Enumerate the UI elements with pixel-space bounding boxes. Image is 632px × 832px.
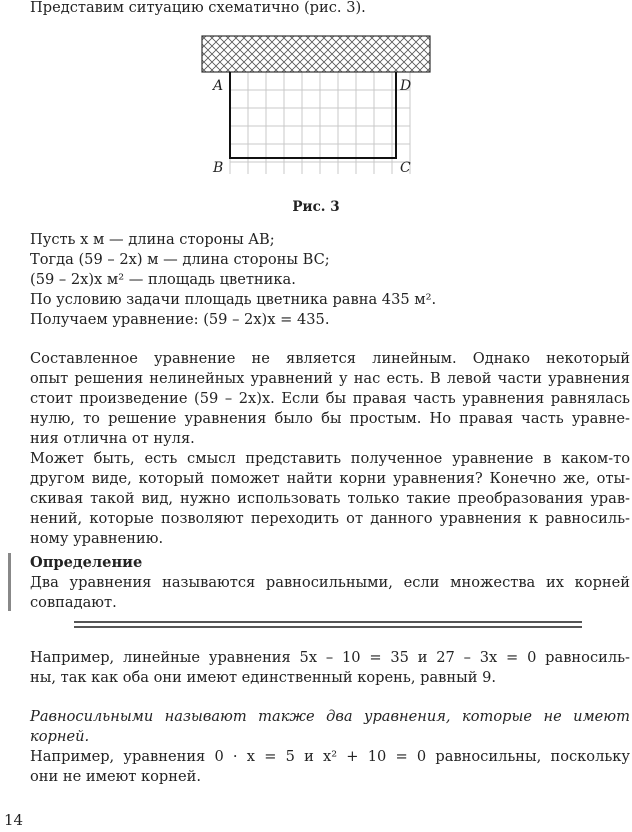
label-b: B bbox=[213, 160, 224, 176]
label-d: D bbox=[400, 78, 412, 94]
definition-text: совпадают. bbox=[30, 594, 117, 611]
flowerbed-outline bbox=[230, 72, 396, 158]
paragraph-line: ному уравнению. bbox=[30, 530, 164, 547]
figure-3-diagram bbox=[200, 34, 432, 184]
paragraph-line: нулю, то решение уравнения было бы простым. Но правая часть уравне- bbox=[30, 410, 630, 427]
paragraph-line: скивая такой вид, нужно использовать только такие преобразования урав- bbox=[30, 490, 630, 507]
example-line: Например, линейные уравнения 5x – 10 = 35 и 27 – 3x = 0 равносиль- bbox=[30, 649, 630, 666]
figure-caption: Рис. 3 bbox=[292, 199, 340, 215]
given-line: Тогда (59 – 2x) м — длина стороны BC; bbox=[30, 251, 330, 268]
paragraph-line: ния отлична от нуля. bbox=[30, 430, 195, 447]
divider-rule bbox=[74, 626, 582, 628]
paragraph-line: Составленное уравнение не является линейным. Однако некоторый bbox=[30, 350, 630, 367]
page-number: 14 bbox=[4, 811, 24, 829]
italic-note-line: Равносильными называют также два уравнения, которые не имеют bbox=[30, 708, 630, 725]
paragraph-line: нений, которые позволяют переходить от данного уравнения к равносиль- bbox=[30, 510, 630, 527]
paragraph-line: опыт решения нелинейных уравнений у нас есть. В левой части уравнения bbox=[30, 370, 630, 387]
hatched-wall bbox=[202, 36, 430, 72]
divider-rule bbox=[74, 621, 582, 623]
definition-text: Два уравнения называются равносильными, если множества их корней bbox=[30, 574, 630, 591]
example-line: Например, уравнения 0 · x = 5 и x² + 10 = 0 равносильны, поскольку bbox=[30, 748, 630, 765]
paragraph-line: Может быть, есть смысл представить полученное уравнение в каком-то bbox=[30, 450, 630, 467]
label-c: C bbox=[400, 160, 411, 176]
intro-line: Представим ситуацию схематично (рис. 3). bbox=[30, 0, 366, 16]
example-line: они не имеют корней. bbox=[30, 768, 201, 785]
definition-title: Определение bbox=[30, 554, 143, 571]
paragraph-line: другом виде, который поможет найти корни уравнения? Конечно же, оты- bbox=[30, 470, 630, 487]
definition-bar bbox=[8, 553, 11, 611]
label-a: A bbox=[213, 78, 224, 94]
example-line: ны, так как оба они имеют единственный корень, равный 9. bbox=[30, 669, 496, 686]
paragraph-line: стоит произведение (59 – 2x)x. Если бы правая часть уравнения равнялась bbox=[30, 390, 630, 407]
given-line: Пусть x м — длина стороны AB; bbox=[30, 231, 275, 248]
given-line: По условию задачи площадь цветника равна 435 м². bbox=[30, 291, 437, 308]
italic-note-line: корней. bbox=[30, 728, 90, 745]
given-line: (59 – 2x)x м² — площадь цветника. bbox=[30, 271, 296, 288]
given-line: Получаем уравнение: (59 – 2x)x = 435. bbox=[30, 311, 330, 328]
